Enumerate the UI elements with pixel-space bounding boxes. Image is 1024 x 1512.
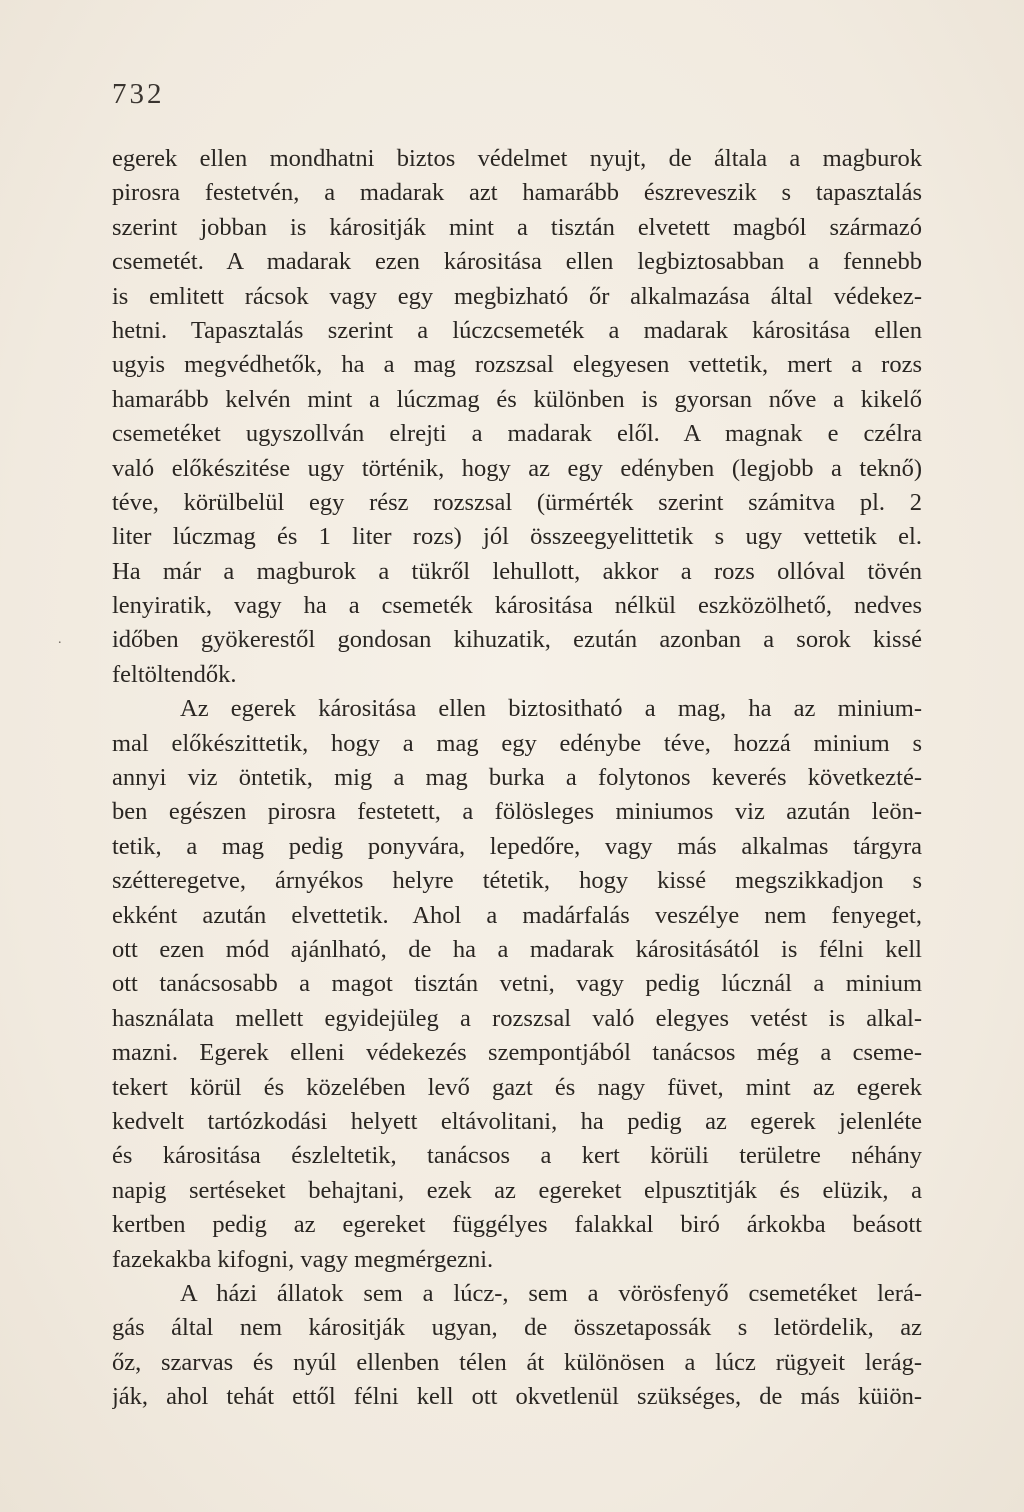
text-line: liter lúczmag és 1 liter rozs) jól összeegyelittetik s ugy vettetik el. [112,523,922,551]
text-line: használata mellett egyidejüleg a rozszsal való elegyes vetést is alkal- [112,1004,922,1032]
text-line: fazekakba kifogni, vagy megmérgezni. [112,1245,494,1273]
text-line: ben egészen pirosra festetett, a fölösleges miniumos viz azután leön- [112,798,922,826]
text-line: A házi állatok sem a lúcz-, sem a vörösfenyő csemetéket lerá- [180,1279,922,1307]
text-line: feltöltendők. [112,660,237,688]
text-line: mal előkészittetik, hogy a mag egy edénybe téve, hozzá minium s [112,729,922,757]
page-number: 732 [112,78,165,110]
text-line: csemetét. A madarak ezen kárositása ellen legbiztosabban a fennebb [112,248,922,276]
text-line: ugyis megvédhetők, ha a mag rozszsal elegyesen vettetik, mert a rozs [112,351,922,379]
text-line: kedvelt tartózkodási helyett eltávolitani, ha pedig az egerek jelenléte [112,1107,922,1135]
text-line: Ha már a magburok a tükről lehullott, akkor a rozs ollóval tövén [112,557,922,585]
text-line: őz, szarvas és nyúl ellenben télen át különösen a lúcz rügyeit lerág- [112,1348,922,1376]
text-line: és kárositása észleltetik, tanácsos a kert körüli területre néhány [112,1142,922,1170]
text-line: ják, ahol tehát ettől félni kell ott okvetlenül szükséges, de más küiön- [112,1383,922,1411]
text-line: hamarább kelvén mint a lúczmag és különben is gyorsan nőve a kikelő [112,385,922,413]
text-line: szétteregetve, árnyékos helyre tétetik, hogy kissé megszikkadjon s [112,867,922,895]
paragraph-1 [112,142,922,692]
paragraph-2 [112,692,922,1277]
text-line: tetik, a mag pedig ponyvára, lepedőre, vagy más alkalmas tárgyra [112,832,922,860]
text-line: hetni. Tapasztalás szerint a lúczcsemeték a madarak kárositása ellen [112,316,922,344]
text-line: ekként azután elvettetik. Ahol a madárfalás veszélye nem fenyeget, [112,901,922,929]
text-line: pirosra festetvén, a madarak azt hamarább észreveszik s tapasztalás [112,179,922,207]
text-line: csemetéket ugyszollván elrejti a madarak elől. A magnak e czélra [112,420,922,448]
text-line: téve, körülbelül egy rész rozszsal (ürmérték szerint számitva pl. 2 [112,488,922,516]
text-line: gás által nem kárositják ugyan, de összetapossák s letördelik, az [112,1314,922,1342]
text-line: ott ezen mód ajánlható, de ha a madarak kárositásától is félni kell [112,935,922,963]
text-line: szerint jobban is kárositják mint a tisztán elvetett magból származó [112,213,922,241]
text-line: annyi viz öntetik, mig a mag burka a folytonos keverés következté- [112,764,922,792]
body-text [112,142,922,1414]
text-line: is emlitett rácsok vagy egy megbizható őr alkalmazása által védekez- [112,282,922,310]
text-line: egerek ellen mondhatni biztos védelmet nyujt, de általa a magburok [112,145,922,172]
text-line: ott tanácsosabb a magot tisztán vetni, vagy pedig lúcznál a minium [112,970,922,998]
text-line: tekert körül és közelében levő gazt és nagy füvet, mint az egerek [112,1073,922,1101]
text-line: Az egerek kárositása ellen biztositható a mag, ha az minium- [180,695,922,723]
text-line: időben gyökerestől gondosan kihuzatik, ezután azonban a sorok kissé [112,626,922,654]
text-line: napig sertéseket behajtani, ezek az egereket elpusztitják és elüzik, a [112,1176,922,1204]
paragraph-3 [112,1277,922,1415]
text-line: való előkészitése ugy történik, hogy az egy edényben (legjobb a teknő) [112,454,922,482]
margin-mark: . [58,632,62,647]
text-line: kertben pedig az egereket függélyes falakkal biró árkokba beásott [112,1211,922,1239]
text-line: mazni. Egerek elleni védekezés szempontjából tanácsos még a cseme- [112,1039,922,1067]
text-line: lenyiratik, vagy ha a csemeték kárositása nélkül eszközölhető, nedves [112,592,922,620]
